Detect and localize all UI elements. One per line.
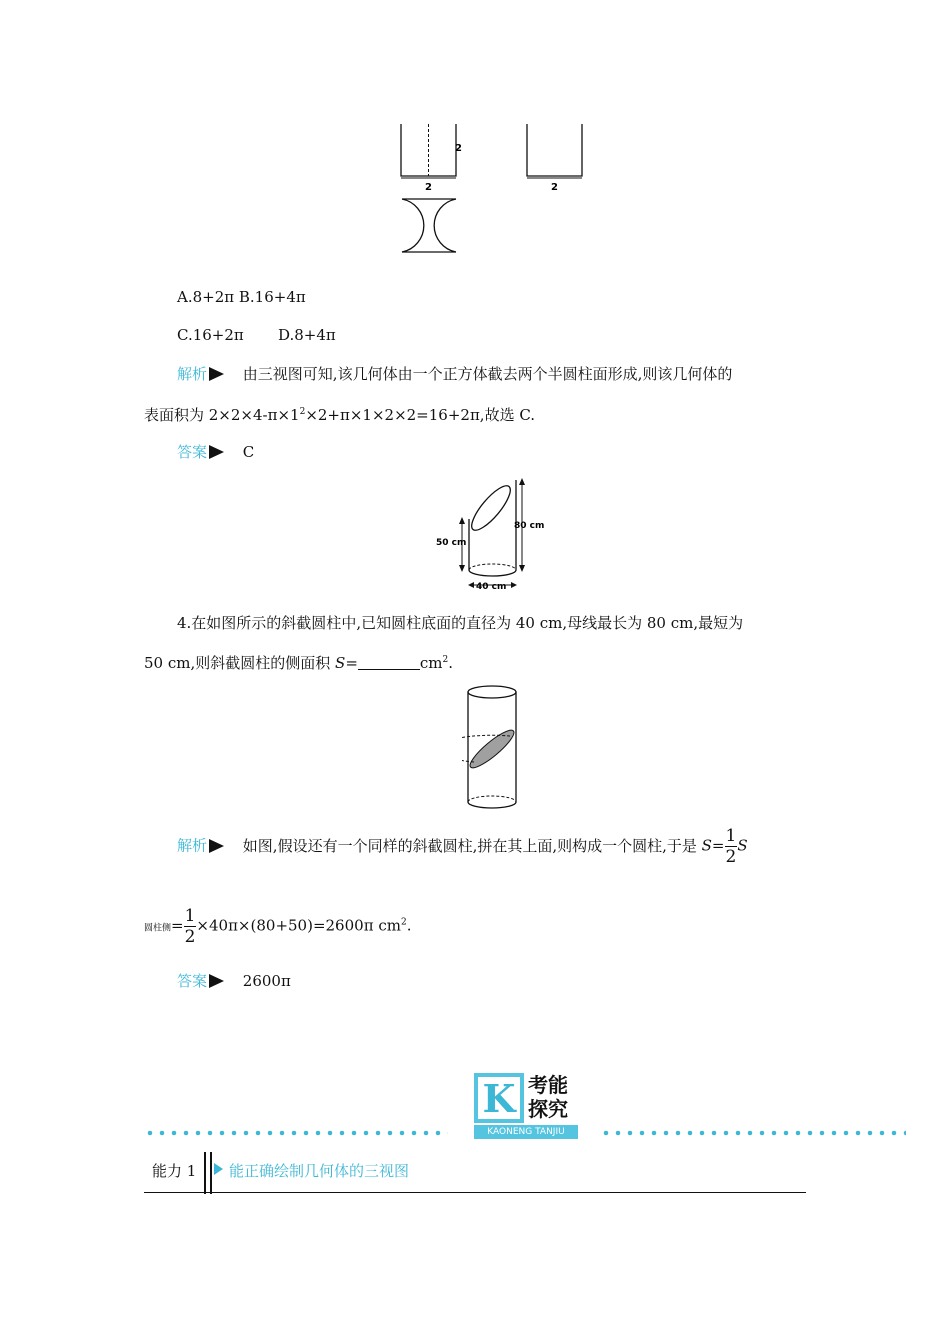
unit-superscript: 2 [442, 655, 449, 665]
analysis-2-formula [144, 906, 411, 947]
label-50cm: 50 cm [436, 538, 467, 548]
equals: = [345, 654, 358, 672]
side-width-label: 2 [551, 182, 558, 193]
arrow-icon [209, 445, 224, 459]
analysis-2-row [177, 826, 748, 867]
stacked-cylinder-figure [462, 680, 522, 814]
ability-underline [144, 1192, 806, 1193]
period: . [448, 654, 454, 672]
equals: = [171, 916, 184, 935]
ability-divider-1 [204, 1152, 206, 1194]
formula-superscript: 2 [299, 407, 306, 417]
analysis-1-row [177, 363, 732, 384]
analysis-label: 解析 [177, 365, 208, 383]
subscript-cylinder-side: 圆柱侧 [144, 923, 172, 934]
fraction-half [184, 906, 197, 947]
formula-part-a: 表面积为 2×2×4-π×1 [144, 406, 300, 424]
analysis-label: 解析 [177, 836, 208, 855]
fraction-numerator: 1 [184, 906, 196, 926]
banner-title-line2: 探究 [528, 1097, 568, 1121]
dotted-divider-right [600, 1130, 906, 1136]
answer-label: 答案 [177, 972, 208, 990]
options-line-ab: A.8+2π B.16+4π [177, 288, 306, 306]
banner-title-line1: 考能 [528, 1073, 568, 1097]
var-s: S [335, 654, 346, 672]
oblique-cylinder-figure [432, 470, 562, 598]
question-4-line2 [144, 652, 453, 673]
section-banner [474, 1073, 578, 1139]
option-c: C.16+2π [177, 326, 244, 344]
front-width-label: 2 [425, 182, 432, 193]
dotted-divider-left [144, 1130, 448, 1136]
arrow-icon [209, 839, 224, 853]
ability-divider-2 [210, 1152, 212, 1194]
equals: = [711, 836, 725, 855]
question-4-part-a: 50 cm,则斜截圆柱的侧面积 [144, 654, 336, 672]
three-view-figure [390, 118, 600, 263]
period: . [406, 916, 412, 935]
k-letter: K [478, 1077, 520, 1119]
var-s: S [701, 836, 712, 855]
formula-superscript: 2 [400, 917, 407, 928]
question-4-text: 4.在如图所示的斜截圆柱中,已知圆柱底面的直径为 40 cm,母线最长为 80 cm,最短为 [177, 614, 744, 632]
arrow-icon [209, 974, 224, 988]
answer-label: 答案 [177, 443, 208, 461]
fraction-denominator: 2 [725, 847, 737, 867]
var-s: S [737, 836, 748, 855]
formula-part-b: ×2+π×1×2×2=16+2π,故选 C. [305, 406, 536, 424]
fraction-numerator: 1 [725, 826, 737, 846]
arrow-icon [209, 367, 224, 381]
triangle-icon [214, 1163, 223, 1175]
fraction-half [725, 826, 738, 867]
answer-2-value: 2600π [242, 972, 291, 990]
banner-subtitle: KAONENG TANJIU [474, 1125, 578, 1139]
analysis-1-formula [144, 404, 535, 425]
label-80cm: 80 cm [514, 521, 545, 531]
answer-1-row [177, 441, 254, 462]
fraction-denominator: 2 [184, 927, 196, 947]
unit: cm [419, 654, 443, 672]
analysis-2-text: 如图,假设还有一个同样的斜截圆柱,拼在其上面,则构成一个圆柱,于是 [242, 836, 702, 855]
answer-1-value: C [242, 443, 255, 461]
answer-2-row [177, 970, 291, 991]
ability-label: 能力 1 [152, 1162, 197, 1180]
label-40cm: 40 cm [476, 582, 507, 592]
formula-text: ×40π×(80+50)=2600π cm [196, 916, 401, 935]
ability-title: 能正确绘制几何体的三视图 [229, 1162, 410, 1180]
front-height-label: 2 [455, 143, 462, 154]
analysis-1-text: 由三视图可知,该几何体由一个正方体截去两个半圆柱面形成,则该几何体的 [242, 365, 733, 383]
option-d: D.8+4π [278, 326, 336, 344]
answer-blank[interactable] [358, 655, 420, 670]
